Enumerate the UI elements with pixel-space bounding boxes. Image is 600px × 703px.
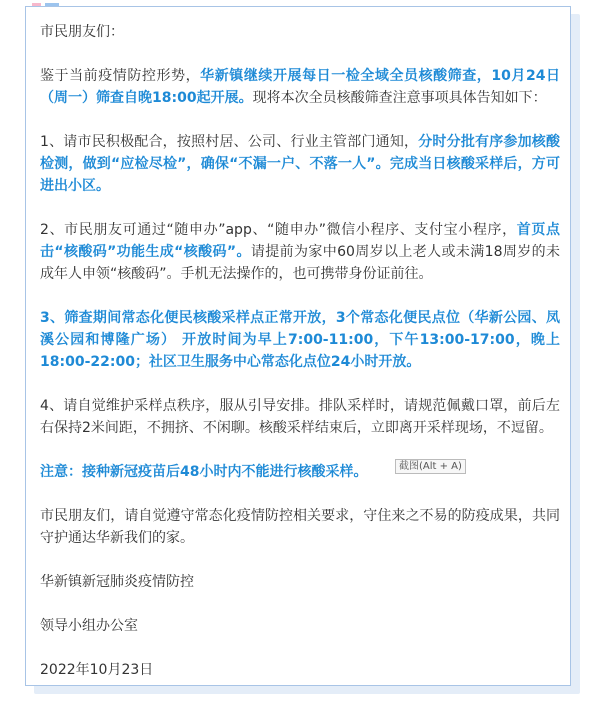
item-2-text-2: 请提前为家中60周岁以上老人或未满18周岁的未成年人申领“核酸码”。手机无法操作的，也可携带身份证前往。 [40, 244, 560, 282]
item-3-number: 3、 [40, 310, 65, 326]
intro-text-2: 现将本次全员核酸筛查注意事项具体告知如下： [252, 90, 547, 106]
item-2 [40, 219, 560, 285]
closing-paragraph: 市民朋友们，请自觉遵守常态化疫情防控相关要求，守住来之不易的防疫成果，共同守护通达华新我们的家。 [40, 508, 560, 546]
item-4-text: 4、请自觉维护采样点秩序，服从引导安排。排队采样时，请规范佩戴口罩，前后左右保持2米间距，不拥挤、不闲聊。核酸采样结束后，立即离开采样现场，不逗留。 [40, 398, 560, 436]
item-1 [40, 131, 560, 197]
greeting: 市民朋友们： [40, 24, 124, 40]
intro-paragraph [40, 65, 560, 109]
item-3-highlight: 筛查期间常态化便民核酸采样点正常开放，3个常态化便民点位（华新公园、凤溪公园和博隆广场） 开放时间为早上7:00-11:00，下午13:00-17:00，晚上18:00-22:00；社区卫生服务中心常态化点位24小时开放。 [40, 310, 560, 370]
item-2-text: 2、市民朋友可通过“随申办”app、“随申办”微信小程序、支付宝小程序， [40, 222, 517, 238]
signature-line-2: 领导小组办公室 [40, 618, 138, 634]
item-1-text: 1、请市民积极配合，按照村居、公司、行业主管部门通知， [40, 134, 419, 150]
item-2-highlight: 首页点击“核酸码”功能生成“核酸码”。 [40, 222, 560, 260]
item-4 [40, 395, 560, 439]
item-1-highlight: 分时分批有序参加核酸检测，做到“应检尽检”，确保“不漏一户、不落一人”。完成当日核酸采样后，方可进出小区。 [40, 134, 561, 194]
notice-card [25, 6, 571, 686]
intro-text: 鉴于当前疫情防控形势， [40, 68, 201, 84]
screenshot-tooltip: 截图(Alt + A) [395, 459, 466, 474]
intro-highlight: 华新镇继续开展每日一检全域全员核酸筛查，10月24日（周一）筛查自晚18:00起开展。 [40, 68, 561, 106]
item-3 [40, 307, 560, 373]
notice-content [40, 21, 560, 703]
signature-date: 2022年10月23日 [40, 662, 154, 678]
signature-line-1: 华新镇新冠肺炎疫情防控 [40, 574, 194, 590]
note: 注意：接种新冠疫苗后48小时内不能进行核酸采样。 [40, 464, 368, 480]
